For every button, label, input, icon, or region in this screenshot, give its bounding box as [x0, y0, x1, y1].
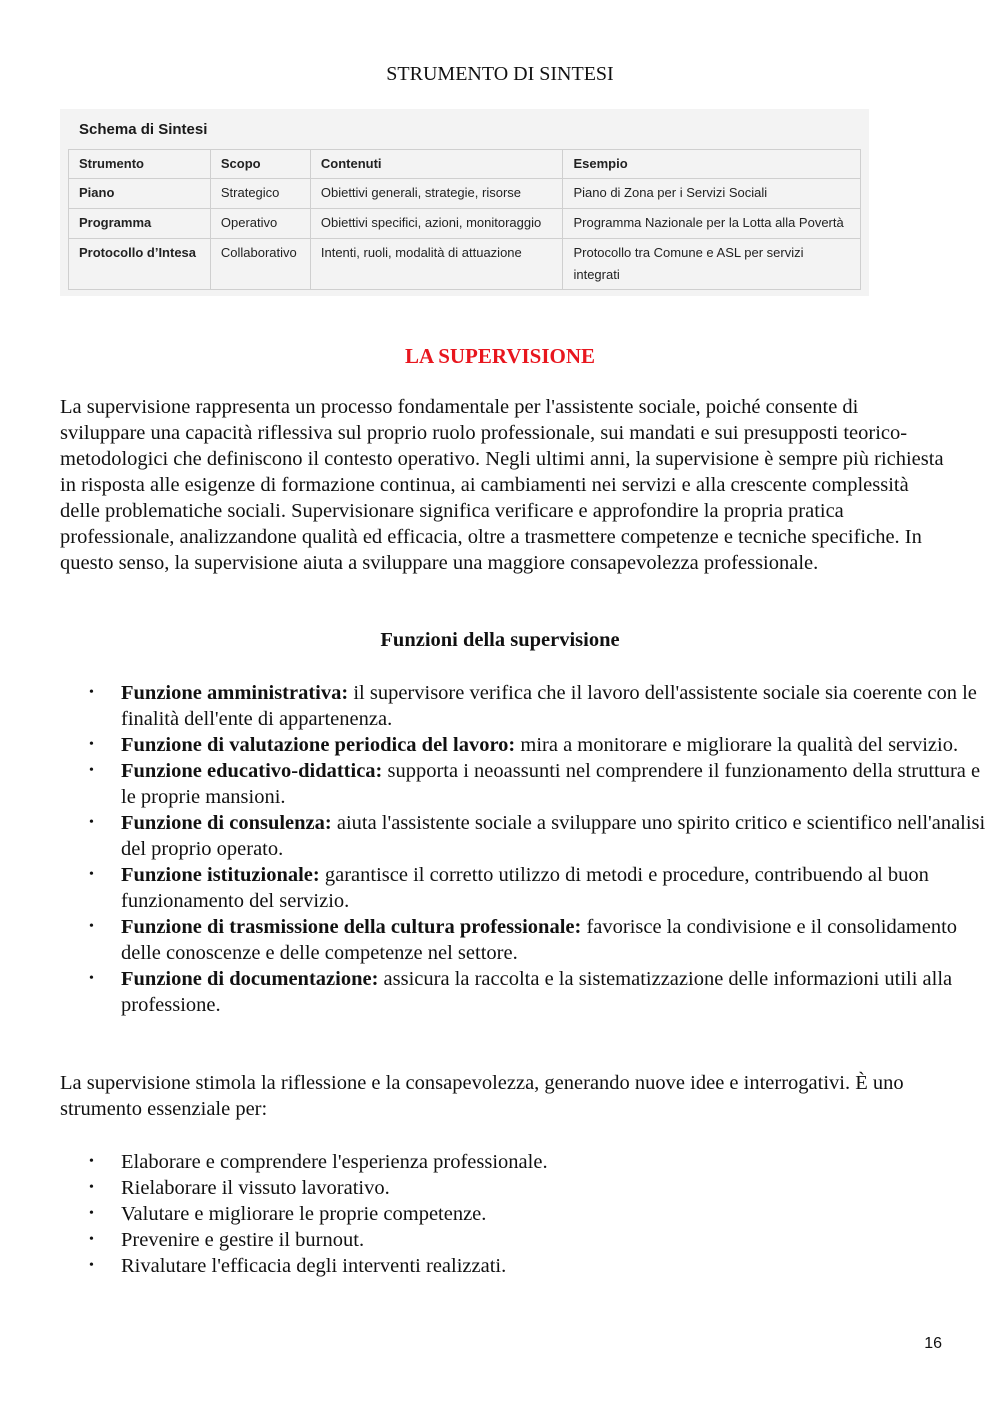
intro-paragraph: La supervisione rappresenta un processo fondamentale per l'assistente sociale, poiché consente di sviluppare una capacità riflessiva sul proprio ruolo professionale, sui mandati e sui presupposti teorico-metodologici che definiscono il contesto operativo. Negli ultimi anni, la supervisione è sempre più richiesta in risposta alle esigenze di formazione continua, ai cambiamenti nei servizi e alla crescente complessità delle problematiche sociali. Supervisionare significa verificare e approfondire la propria pratica professionale, analizzandone qualità ed efficacia, oltre a trasmettere competenze e tecniche specifiche. In questo senso, la supervisione aiuta a sviluppare una maggiore consapevolezza professionale. [60, 396, 944, 574]
function-text: favorisce la condivisione e il consolidamento delle conoscenze e delle competenze nel settore. [121, 916, 958, 964]
function-text: aiuta l'assistente sociale a sviluppare uno spirito critico e scientifico nell'analisi del proprio operato. [121, 812, 986, 860]
table-cell: Protocollo tra Comune e ASL per servizi integrati [563, 239, 861, 290]
column-header: Contenuti [310, 150, 563, 179]
list-item [89, 1149, 991, 1175]
page-number: 16 [924, 1335, 942, 1352]
function-term: Funzione amministrativa: [121, 682, 349, 704]
table-caption: Schema di Sintesi [79, 121, 208, 138]
functions-heading: Funzioni della supervisione [380, 629, 620, 651]
function-term: Funzione educativo-didattica: [121, 760, 383, 782]
bullet-icon: • [89, 1232, 94, 1247]
list-item [89, 914, 991, 966]
purpose-text: Elaborare e comprendere l'esperienza professionale. [121, 1151, 548, 1173]
table-cell: Operativo [210, 209, 310, 239]
purpose-text: Valutare e migliorare le proprie competenze. [121, 1203, 487, 1225]
bullet-icon: • [89, 1206, 94, 1221]
function-text: assicura la raccolta e la sistematizzazione delle informazioni utili alla professione. [121, 968, 953, 1016]
bullet-icon: • [89, 763, 94, 778]
bullet-icon: • [89, 971, 94, 986]
table-header-row [69, 150, 861, 179]
list-item [89, 1227, 991, 1253]
purpose-text: Rielaborare il vissuto lavorativo. [121, 1177, 390, 1199]
purposes-list [60, 1149, 991, 1279]
list-item [89, 680, 991, 732]
column-header: Scopo [210, 150, 310, 179]
table-cell: Protocollo d’Intesa [69, 239, 211, 290]
table-cell: Collaborativo [210, 239, 310, 290]
summary-table-figure [60, 109, 869, 296]
column-header: Esempio [563, 150, 861, 179]
closing-paragraph: La supervisione stimola la riflessione e la consapevolezza, generando nuove idee e interrogativi. È uno strumento essenziale per: [60, 1072, 904, 1120]
table-cell: Piano di Zona per i Servizi Sociali [563, 179, 861, 209]
function-text: il supervisore verifica che il lavoro dell'assistente sociale sia coerente con le finalità dell'ente di appartenenza. [121, 682, 977, 730]
bullet-icon: • [89, 867, 94, 882]
table-cell: Obiettivi specifici, azioni, monitoraggio [310, 209, 563, 239]
table-row [69, 239, 861, 290]
table-cell: Obiettivi generali, strategie, risorse [310, 179, 563, 209]
summary-table [68, 149, 861, 290]
table-cell: Programma [69, 209, 211, 239]
bullet-icon: • [89, 685, 94, 700]
bullet-icon: • [89, 1154, 94, 1169]
function-term: Funzione istituzionale: [121, 864, 320, 886]
table-cell: Intenti, ruoli, modalità di attuazione [310, 239, 563, 290]
bullet-icon: • [89, 919, 94, 934]
function-term: Funzione di trasmissione della cultura professionale: [121, 916, 582, 938]
function-term: Funzione di consulenza: [121, 812, 332, 834]
bullet-icon: • [89, 815, 94, 830]
bullet-icon: • [89, 1258, 94, 1273]
table-cell: Strategico [210, 179, 310, 209]
list-item [89, 862, 991, 914]
function-text: mira a monitorare e migliorare la qualità del servizio. [515, 734, 959, 756]
list-item [89, 1201, 991, 1227]
table-row [69, 209, 861, 239]
table-cell: Piano [69, 179, 211, 209]
page-title: STRUMENTO DI SINTESI [386, 63, 614, 85]
table-cell: Programma Nazionale per la Lotta alla Povertà [563, 209, 861, 239]
column-header: Strumento [69, 150, 211, 179]
function-text: supporta i neoassunti nel comprendere il funzionamento della struttura e le proprie mansioni. [121, 760, 981, 808]
list-item [89, 1175, 991, 1201]
purpose-text: Prevenire e gestire il burnout. [121, 1229, 365, 1251]
table-row [69, 179, 861, 209]
bullet-icon: • [89, 1180, 94, 1195]
function-text: garantisce il corretto utilizzo di metodi e procedure, contribuendo al buon funzionamento del servizio. [121, 864, 929, 912]
purpose-text: Rivalutare l'efficacia degli interventi realizzati. [121, 1255, 507, 1277]
function-term: Funzione di documentazione: [121, 968, 379, 990]
list-item [89, 1253, 991, 1279]
list-item [89, 966, 991, 1018]
section-title: LA SUPERVISIONE [404, 344, 596, 368]
list-item [89, 810, 991, 862]
functions-list [60, 680, 991, 1018]
list-item [89, 732, 991, 758]
function-term: Funzione di valutazione periodica del lavoro: [121, 734, 516, 756]
list-item [89, 758, 991, 810]
bullet-icon: • [89, 737, 94, 752]
